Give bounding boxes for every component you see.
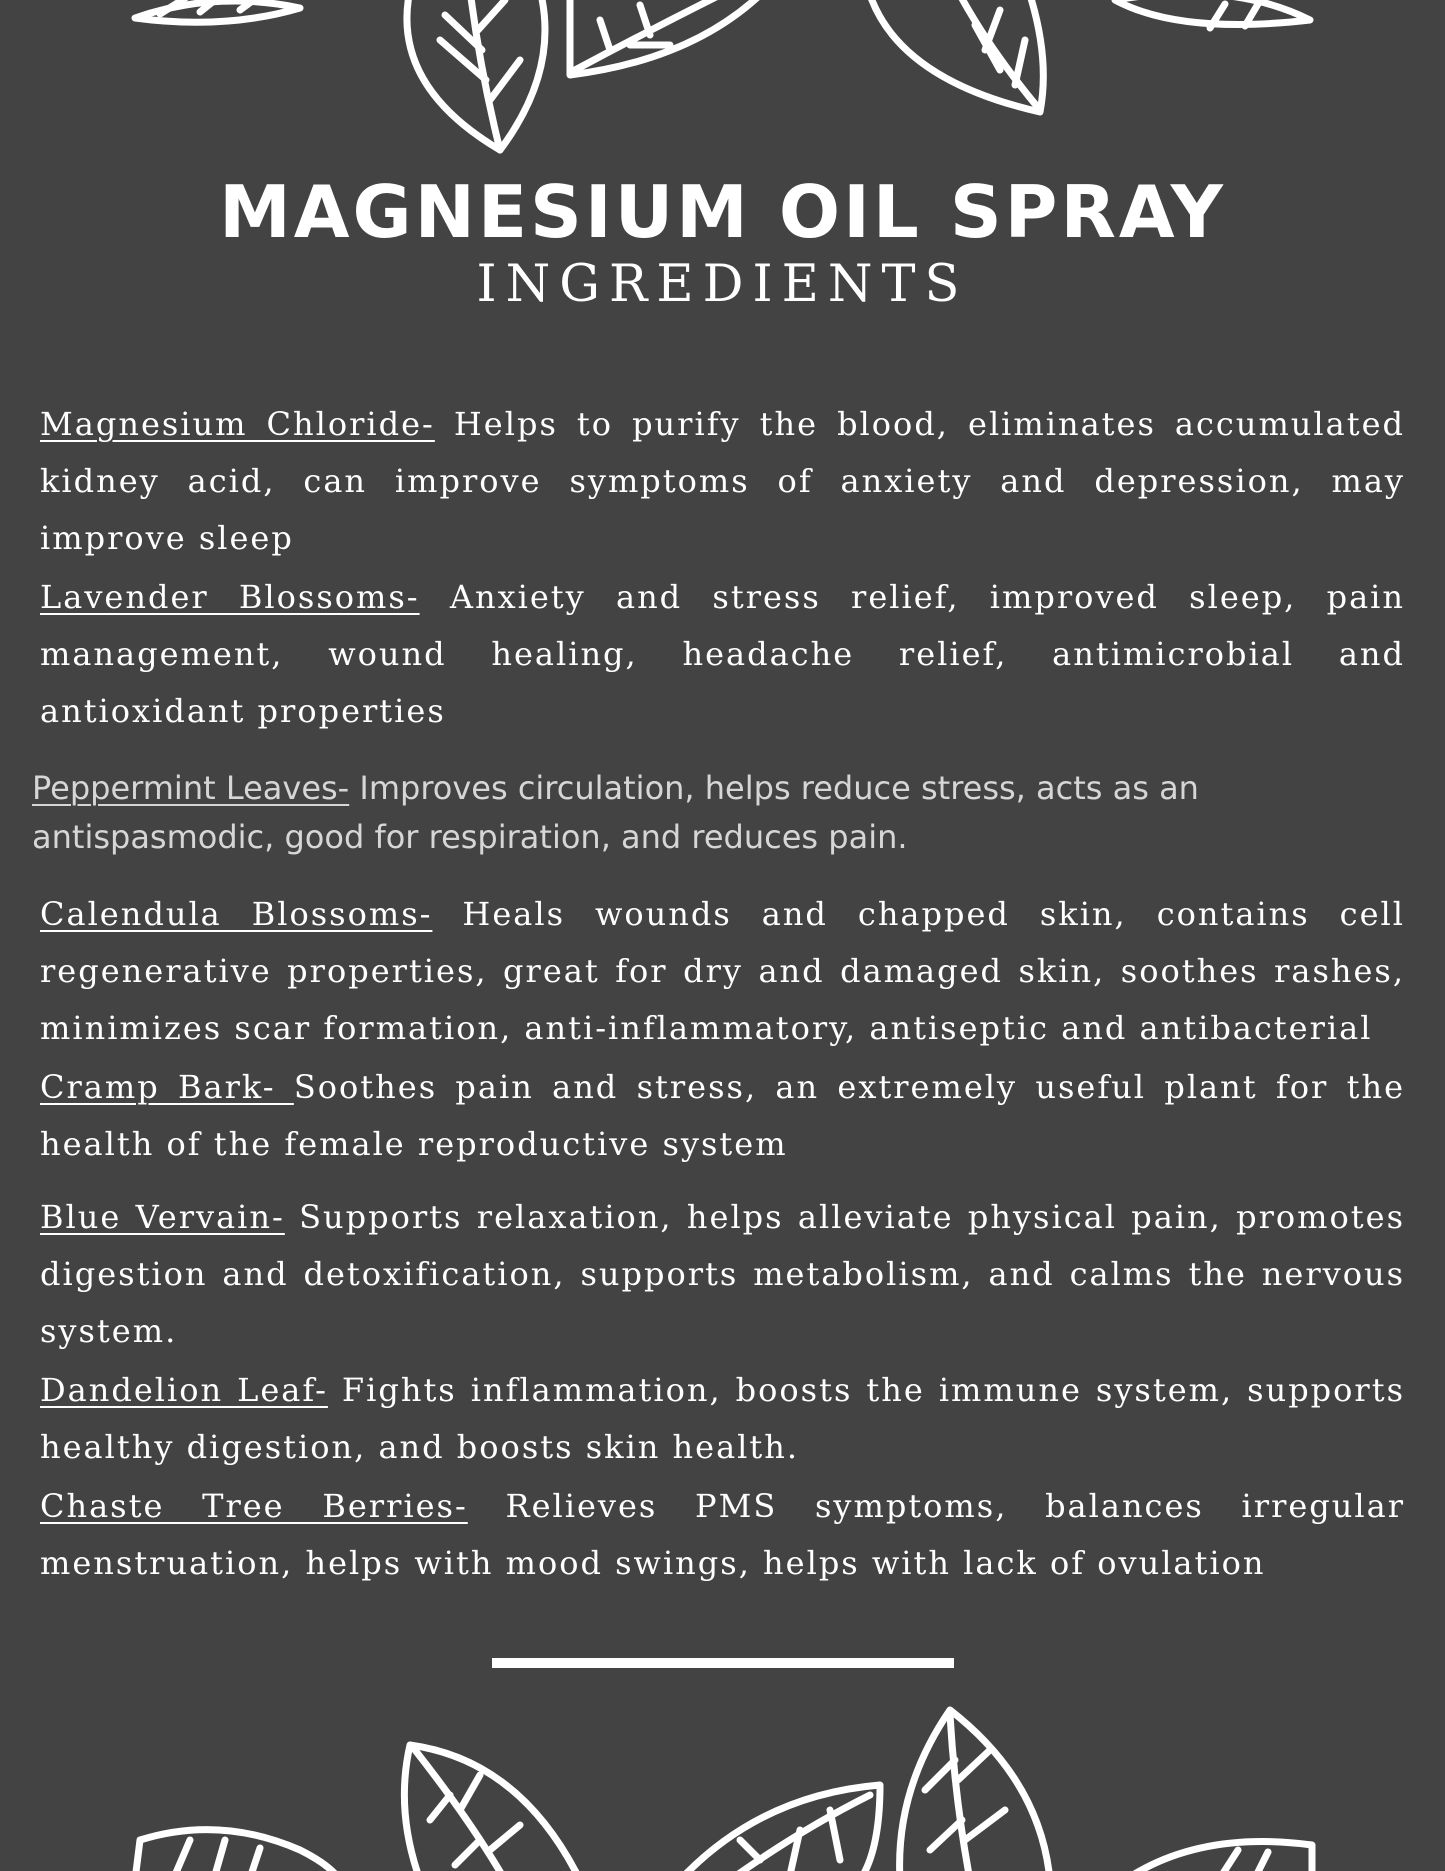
- leaf-icon: [404, 1745, 580, 1871]
- ingredient-list: [32, 396, 1406, 1592]
- ingredient-description: Soothes pain and stress, an extremely useful plant for the health of the female reproductive system: [40, 1068, 1406, 1163]
- ingredient-name: Calendula Blossoms-: [40, 895, 433, 933]
- divider: [492, 1658, 954, 1668]
- ingredient-magnesium-chloride: [40, 396, 1405, 567]
- ingredient-blue-vervain: [40, 1189, 1405, 1360]
- top-leaf-decoration: [0, 0, 1445, 160]
- ingredient-dandelion-leaf: [40, 1362, 1405, 1476]
- ingredient-name: Cramp Bark-: [40, 1068, 294, 1106]
- ingredient-chaste-tree-berries: [40, 1478, 1405, 1592]
- leaf-icon: [1115, 0, 1310, 28]
- ingredient-cramp-bark: [40, 1059, 1405, 1173]
- leaf-icon: [1125, 1842, 1312, 1871]
- ingredient-description: Anxiety and stress relief, improved sleep, pain management, wound healing, headache relief, antimicrobial and antioxidant properties: [40, 578, 1406, 730]
- ingredient-name: Magnesium Chloride-: [40, 405, 435, 443]
- ingredient-description: Fights inflammation, boosts the immune system, supports healthy digestion, and boosts skin health.: [40, 1371, 1406, 1466]
- leaf-icon: [680, 1785, 880, 1871]
- ingredient-name: Chaste Tree Berries-: [40, 1487, 468, 1525]
- bottom-leaf-decoration: [0, 1700, 1445, 1871]
- header: [0, 170, 1445, 316]
- ingredient-name: Lavender Blossoms-: [40, 578, 420, 616]
- ingredient-name: Peppermint Leaves-: [32, 769, 350, 807]
- ingredient-description: Supports relaxation, helps alleviate physical pain, promotes digestion and detoxification, supports metabolism, and calms the nervous system.: [40, 1198, 1406, 1350]
- ingredient-description: Relieves PMS symptoms, balances irregular menstruation, helps with mood swings, helps with lack of ovulation: [40, 1487, 1405, 1582]
- ingredient-lavender-blossoms: [40, 569, 1405, 740]
- leaf-icon: [870, 0, 1043, 112]
- page-title: MAGNESIUM OIL SPRAY: [219, 170, 1226, 254]
- ingredient-description: Helps to purify the blood, eliminates accumulated kidney acid, can improve symptoms of anxiety and depression, may improve sleep: [40, 405, 1406, 557]
- leaf-icon: [407, 0, 545, 150]
- ingredient-name: Blue Vervain-: [40, 1198, 285, 1236]
- leaf-icon: [900, 1710, 1050, 1871]
- ingredient-description: Improves circulation, helps reduce stress, acts as an antispasmodic, good for respiration, and reduces pain.: [32, 769, 1199, 856]
- ingredient-name: Dandelion Leaf-: [40, 1371, 328, 1409]
- leaf-icon: [135, 0, 300, 22]
- ingredient-description: Heals wounds and chapped skin, contains cell regenerative properties, great for dry and damaged skin, soothes rashes, minimizes scar formation, anti-inflammatory, antiseptic and antibacterial: [40, 895, 1406, 1047]
- ingredient-calendula-blossoms: [40, 886, 1405, 1057]
- page-subtitle: INGREDIENTS: [476, 255, 969, 314]
- leaf-icon: [570, 0, 760, 75]
- ingredient-peppermint-leaves: [32, 764, 1352, 862]
- leaf-icon: [135, 1830, 340, 1871]
